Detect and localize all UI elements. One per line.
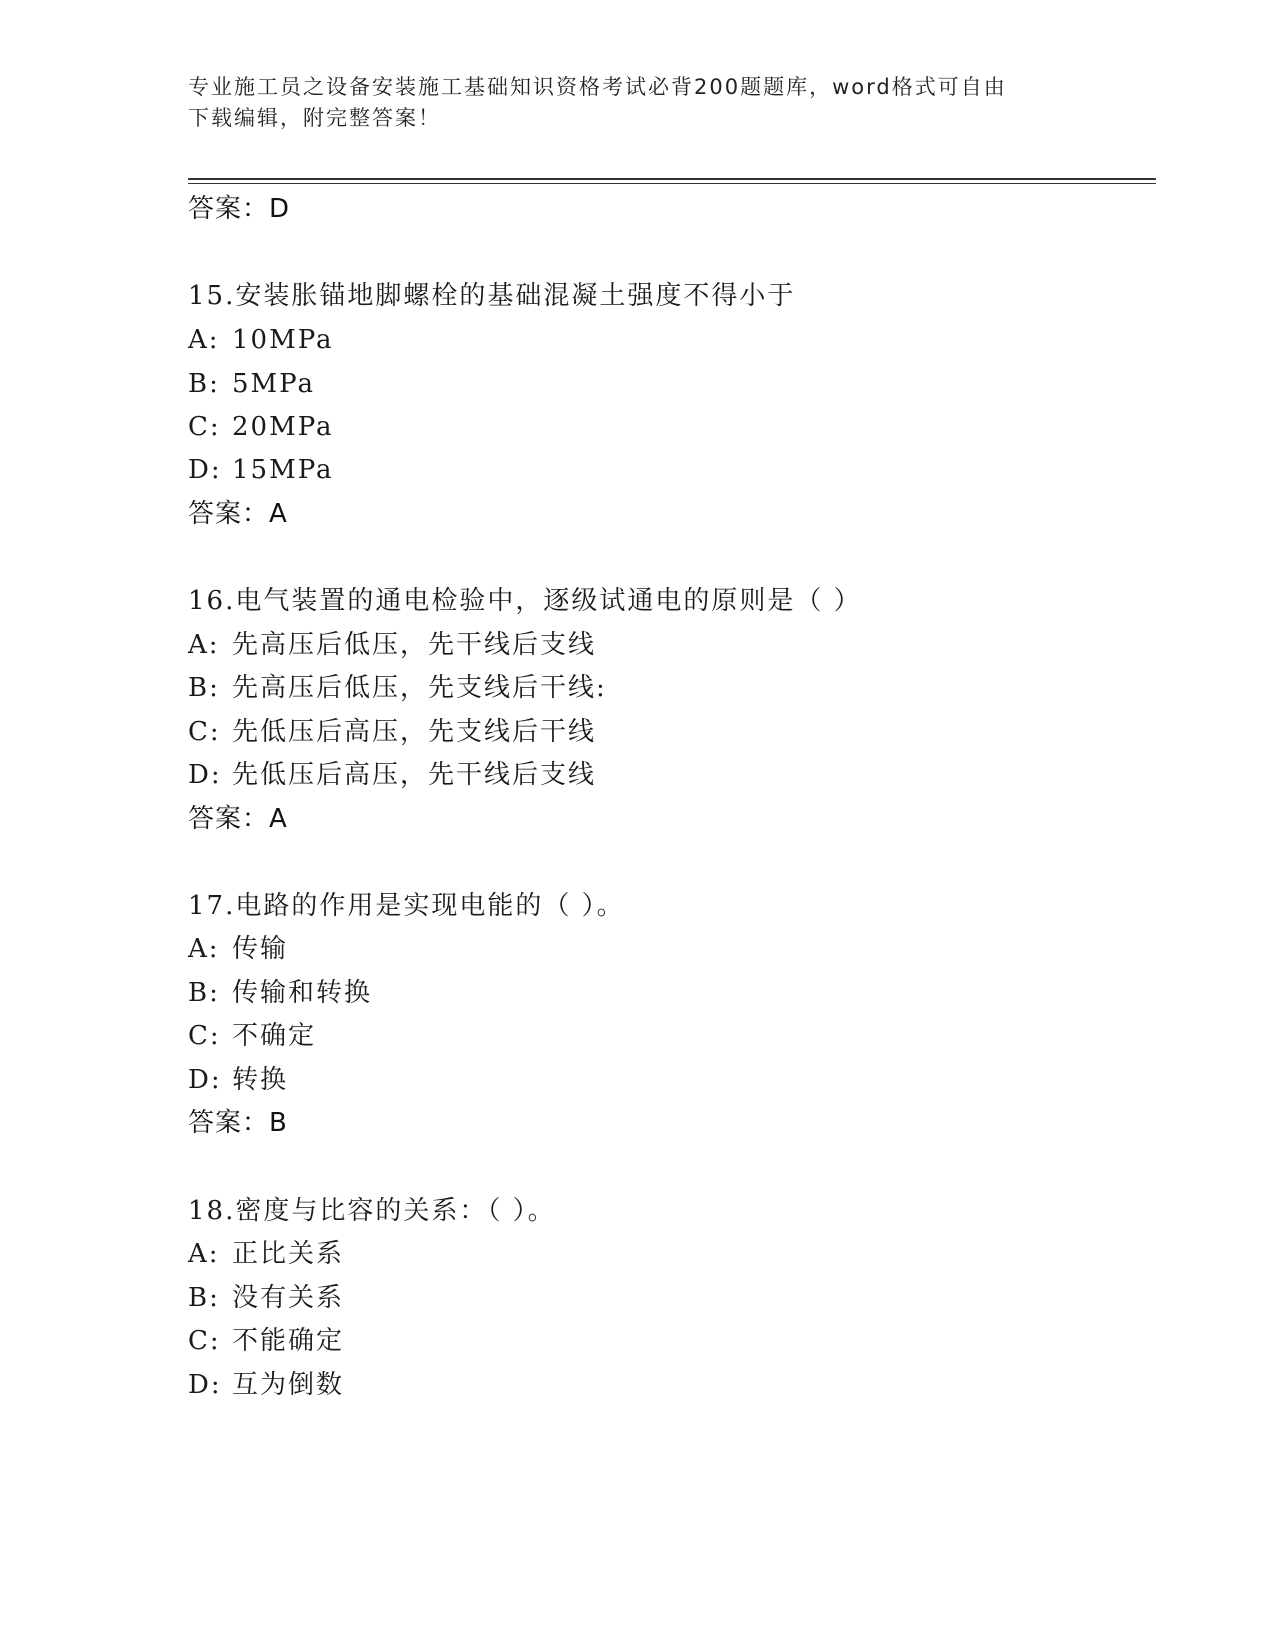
option-text: 5MPa — [232, 369, 315, 399]
option-letter: D: — [188, 1065, 222, 1095]
question-18-option-d — [188, 1369, 344, 1401]
question-15-answer: 答案：A — [188, 499, 288, 529]
question-16-option-c — [188, 716, 596, 748]
question-16-option-b — [188, 672, 607, 704]
question-17-answer: 答案：B — [188, 1108, 288, 1138]
option-letter: C: — [188, 1326, 221, 1356]
option-text: 互为倒数 — [232, 1370, 345, 1400]
question-18-stem: 18.密度与比容的关系：（ ）。 — [188, 1196, 556, 1226]
question-18-option-c — [188, 1325, 344, 1357]
option-letter: B: — [188, 673, 220, 703]
option-letter: A: — [188, 1239, 220, 1269]
option-letter: C: — [188, 1021, 221, 1051]
header-divider-thick — [188, 178, 1156, 180]
option-letter: C: — [188, 412, 221, 442]
option-text: 先低压后高压，先干线后支线 — [232, 760, 597, 790]
option-letter: D: — [188, 455, 222, 485]
document-header — [188, 72, 1068, 134]
option-text: 不确定 — [232, 1021, 317, 1051]
question-15-option-b — [188, 368, 315, 400]
question-16-option-a — [188, 629, 596, 661]
question-17-option-b — [188, 977, 372, 1009]
question-17-stem: 17.电路的作用是实现电能的（ ）。 — [188, 891, 625, 921]
question-17-option-a — [188, 933, 288, 965]
option-letter: B: — [188, 369, 220, 399]
question-16-option-d — [188, 759, 596, 791]
question-15-stem: 15.安装胀锚地脚螺栓的基础混凝土强度不得小于 — [188, 281, 796, 311]
question-16-answer: 答案：A — [188, 804, 288, 834]
option-letter: A: — [188, 934, 220, 964]
header-line-1: 专业施工员之设备安装施工基础知识资格考试必背200题题库，word格式可自由 — [188, 75, 1007, 99]
option-letter: A: — [188, 325, 220, 355]
option-letter: A: — [188, 630, 220, 660]
option-text: 先高压后低压，先干线后支线 — [232, 630, 597, 660]
question-18-option-a — [188, 1238, 344, 1270]
header-divider-thin — [188, 183, 1156, 184]
option-text: 传输 — [232, 934, 289, 964]
option-text: 没有关系 — [232, 1283, 345, 1313]
question-17-option-d — [188, 1064, 288, 1096]
option-letter: D: — [188, 1370, 222, 1400]
option-text: 10MPa — [232, 325, 334, 355]
option-text: 20MPa — [232, 412, 334, 442]
option-letter: B: — [188, 1283, 220, 1313]
question-15-option-a — [188, 324, 334, 356]
option-text: 传输和转换 — [232, 978, 373, 1008]
question-15-option-c — [188, 411, 334, 443]
option-letter: C: — [188, 717, 221, 747]
option-text: 先低压后高压，先支线后干线 — [232, 717, 597, 747]
option-letter: D: — [188, 760, 222, 790]
option-text: 先高压后低压，先支线后干线: — [232, 673, 607, 703]
option-text: 转换 — [232, 1065, 289, 1095]
header-line-2: 下载编辑，附完整答案！ — [188, 106, 441, 130]
previous-answer: 答案：D — [188, 194, 291, 224]
question-16-stem: 16.电气装置的通电检验中，逐级试通电的原则是（ ） — [188, 586, 862, 616]
option-text: 正比关系 — [232, 1239, 345, 1269]
option-text: 不能确定 — [232, 1326, 345, 1356]
option-text: 15MPa — [232, 455, 334, 485]
question-17-option-c — [188, 1020, 316, 1052]
question-18-option-b — [188, 1282, 344, 1314]
question-15-option-d — [188, 454, 334, 486]
option-letter: B: — [188, 978, 220, 1008]
